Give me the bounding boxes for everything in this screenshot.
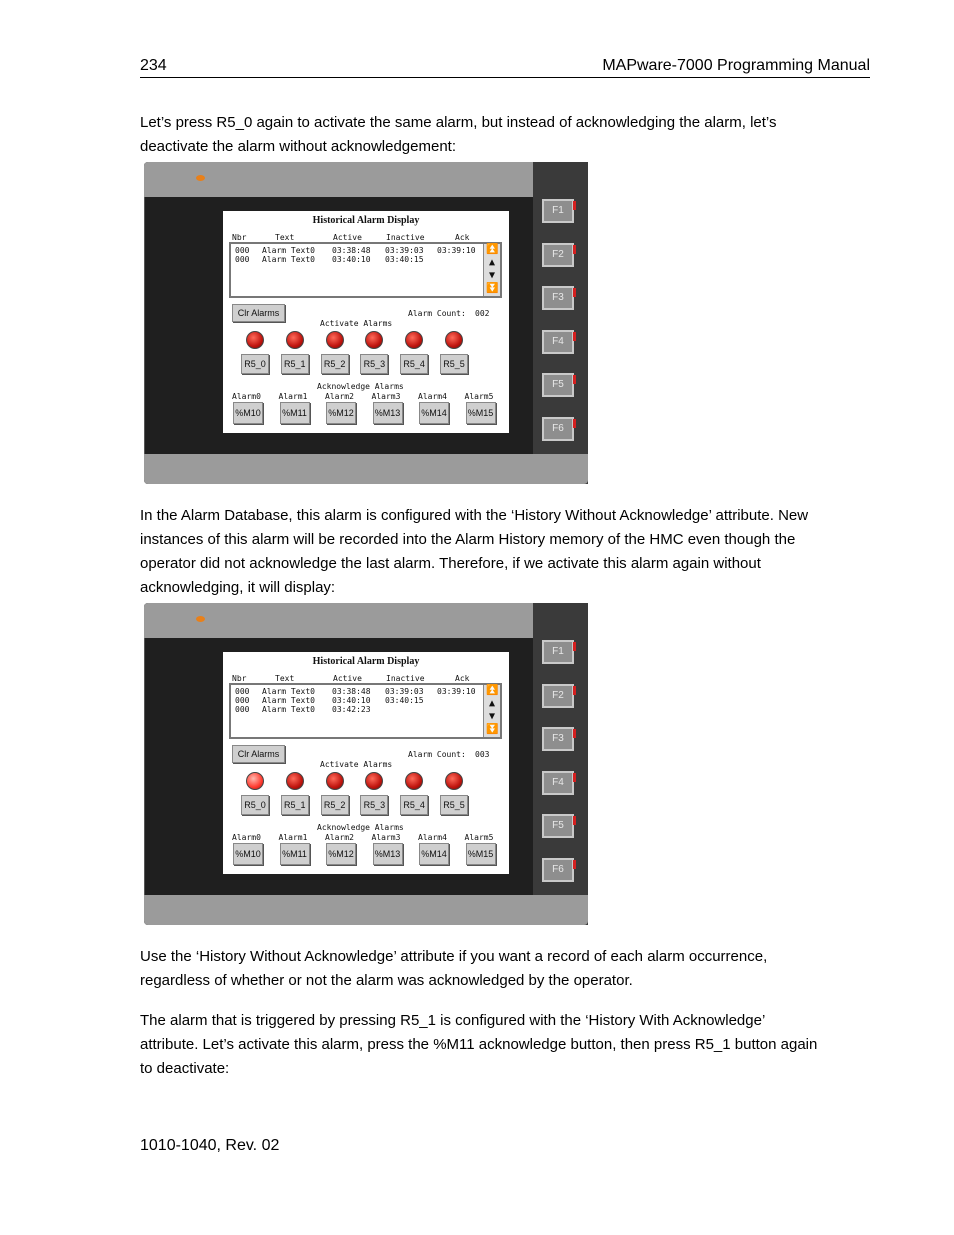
key-indicator-icon <box>573 686 576 695</box>
paragraph-4: The alarm that is triggered by pressing R5_1 is configured with the ‘History With Acknowledge’ attribute. Let’s activate this alarm, press the %M11 acknowledge button, then press R5_1 button again to deactivate: <box>140 1012 818 1077</box>
function-key-f4[interactable]: F4 <box>542 330 574 354</box>
column-header-active: Active <box>333 233 362 242</box>
row-text: Alarm Text0 <box>262 696 315 705</box>
key-indicator-icon <box>573 288 576 297</box>
ack-button-m10[interactable]: %M10 <box>233 402 263 424</box>
key-indicator-icon <box>573 201 576 210</box>
ack-button-m15[interactable]: %M15 <box>466 843 496 865</box>
ack-button-m12[interactable]: %M12 <box>326 843 356 865</box>
column-header-nbr: Nbr <box>232 233 247 242</box>
function-key-f6[interactable]: F6 <box>542 858 574 882</box>
row-inactive: 03:39:03 <box>385 687 424 696</box>
row-active: 03:38:48 <box>332 687 371 696</box>
alarm-lamp-icon <box>246 772 264 790</box>
page-up-icon[interactable]: ⏫ <box>486 244 499 255</box>
function-key-f5[interactable]: F5 <box>542 814 574 838</box>
activate-button-r5-3[interactable]: R5_3 <box>360 795 388 815</box>
alarm-label: Alarm5 <box>464 392 494 401</box>
activate-button-r5-4[interactable]: R5_4 <box>400 354 428 374</box>
ack-button-m13[interactable]: %M13 <box>373 402 403 424</box>
row-active: 03:40:10 <box>332 696 371 705</box>
alarm-label: Alarm3 <box>371 833 401 842</box>
column-header-ack: Ack <box>455 674 470 683</box>
row-nbr: 000 <box>235 696 250 705</box>
hmi-screen <box>223 211 509 433</box>
row-inactive: 03:39:03 <box>385 246 424 255</box>
acknowledge-alarms-label: Acknowledge Alarms <box>317 823 404 832</box>
column-header-active: Active <box>333 674 362 683</box>
up-icon[interactable]: ▲ <box>488 257 496 268</box>
alarm-lamp-icon <box>286 331 304 349</box>
column-header-inactive: Inactive <box>386 233 425 242</box>
key-indicator-icon <box>573 729 576 738</box>
up-icon[interactable]: ▲ <box>488 698 496 709</box>
activate-alarms-label: Activate Alarms <box>320 760 393 769</box>
paragraph-1: Let’s press R5_0 again to activate the same alarm, but instead of acknowledging the alarm, let’s deactivate the alarm without acknowledgement: <box>140 114 777 155</box>
alarm-count-label: Alarm Count: <box>408 309 466 318</box>
power-led <box>196 616 205 622</box>
activate-button-r5-0[interactable]: R5_0 <box>241 795 269 815</box>
alarm-label: Alarm3 <box>371 392 401 401</box>
activate-button-r5-0[interactable]: R5_0 <box>241 354 269 374</box>
alarm-lamp-icon <box>326 331 344 349</box>
key-indicator-icon <box>573 860 576 869</box>
function-key-f3[interactable]: F3 <box>542 286 574 310</box>
function-key-f2[interactable]: F2 <box>542 243 574 267</box>
display-title: Historical Alarm Display <box>312 215 420 226</box>
down-icon[interactable]: ▼ <box>488 711 496 722</box>
alarm-lamp-icon <box>405 331 423 349</box>
alarm-count-value: 003 <box>475 750 490 759</box>
paragraph-2: In the Alarm Database, this alarm is configured with the ‘History Without Acknowledge’ attribute. New instances of this alarm will be recorded into the Alarm History memory of the HMC even though the operator did not acknowledge the last alarm. Therefore, if we activate this alarm again without acknowledging, it will display: <box>140 507 809 596</box>
hmi-device-1 <box>144 162 588 484</box>
column-header-ack: Ack <box>455 233 470 242</box>
alarm-label: Alarm2 <box>325 392 354 401</box>
document-number: 1010-1040, Rev. 02 <box>140 1137 280 1154</box>
ack-button-m14[interactable]: %M14 <box>419 402 449 424</box>
row-active: 03:42:23 <box>332 705 371 714</box>
ack-button-m10[interactable]: %M10 <box>233 843 263 865</box>
alarm-lamp-icon <box>445 331 463 349</box>
page-down-icon[interactable]: ⏬ <box>486 283 499 294</box>
alarm-history-list[interactable] <box>229 683 502 739</box>
row-nbr: 000 <box>235 687 250 696</box>
page-number: 234 <box>140 57 167 74</box>
alarm-lamp-icon <box>286 772 304 790</box>
list-scrollbar[interactable] <box>483 244 500 296</box>
alarm-label: Alarm1 <box>278 833 308 842</box>
activate-button-r5-2[interactable]: R5_2 <box>321 354 349 374</box>
alarm-label: Alarm5 <box>464 833 494 842</box>
function-key-f6[interactable]: F6 <box>542 417 574 441</box>
key-indicator-icon <box>573 332 576 341</box>
key-indicator-icon <box>573 642 576 651</box>
row-text: Alarm Text0 <box>262 246 315 255</box>
device-top-bezel <box>144 603 588 638</box>
row-text: Alarm Text0 <box>262 687 315 696</box>
activate-button-r5-2[interactable]: R5_2 <box>321 795 349 815</box>
row-active: 03:40:10 <box>332 255 371 264</box>
activate-button-r5-3[interactable]: R5_3 <box>360 354 388 374</box>
row-nbr: 000 <box>235 246 250 255</box>
display-title: Historical Alarm Display <box>312 656 420 667</box>
ack-button-m13[interactable]: %M13 <box>373 843 403 865</box>
alarm-history-list[interactable] <box>229 242 502 298</box>
column-header-text: Text <box>275 674 295 683</box>
activate-button-r5-1[interactable]: R5_1 <box>281 795 309 815</box>
hmi-screen <box>223 652 509 874</box>
row-inactive: 03:40:15 <box>385 696 424 705</box>
alarm-count-label: Alarm Count: <box>408 750 466 759</box>
down-icon[interactable]: ▼ <box>488 270 496 281</box>
device-bottom-bezel <box>144 454 588 484</box>
clear-alarms-button[interactable]: Clr Alarms <box>232 745 285 763</box>
acknowledge-alarms-label: Acknowledge Alarms <box>317 382 404 391</box>
page-header <box>140 57 870 78</box>
row-ack: 03:39:10 <box>437 246 476 255</box>
function-key-f3[interactable]: F3 <box>542 727 574 751</box>
row-nbr: 000 <box>235 255 250 264</box>
device-bottom-bezel <box>144 895 588 925</box>
ack-button-m12[interactable]: %M12 <box>326 402 356 424</box>
alarm-lamp-icon <box>365 331 383 349</box>
ack-button-m15[interactable]: %M15 <box>466 402 496 424</box>
activate-button-r5-5[interactable]: R5_5 <box>440 795 468 815</box>
alarm-label: Alarm1 <box>278 392 308 401</box>
function-key-f1[interactable]: F1 <box>542 640 574 664</box>
key-indicator-icon <box>573 773 576 782</box>
row-active: 03:38:48 <box>332 246 371 255</box>
alarm-label: Alarm4 <box>418 833 447 842</box>
page-down-icon[interactable]: ⏬ <box>486 724 499 735</box>
alarm-label: Alarm0 <box>232 392 261 401</box>
activate-button-r5-4[interactable]: R5_4 <box>400 795 428 815</box>
column-header-nbr: Nbr <box>232 674 247 683</box>
function-key-f5[interactable]: F5 <box>542 373 574 397</box>
alarm-label: Alarm0 <box>232 833 261 842</box>
key-indicator-icon <box>573 419 576 428</box>
activate-button-r5-5[interactable]: R5_5 <box>440 354 468 374</box>
column-header-inactive: Inactive <box>386 674 425 683</box>
alarm-lamp-icon <box>326 772 344 790</box>
function-key-f4[interactable]: F4 <box>542 771 574 795</box>
power-led <box>196 175 205 181</box>
alarm-label: Alarm2 <box>325 833 354 842</box>
function-key-f2[interactable]: F2 <box>542 684 574 708</box>
hmi-device-2 <box>144 603 588 925</box>
paragraph-3: Use the ‘History Without Acknowledge’ attribute if you want a record of each alarm occurrence, regardless of whether or not the alarm was acknowledged by the operator. <box>140 948 768 989</box>
key-indicator-icon <box>573 375 576 384</box>
activate-alarms-label: Activate Alarms <box>320 319 393 328</box>
manual-title: MAPware-7000 Programming Manual <box>602 57 870 74</box>
row-text: Alarm Text0 <box>262 255 315 264</box>
function-key-f1[interactable]: F1 <box>542 199 574 223</box>
row-text: Alarm Text0 <box>262 705 315 714</box>
alarm-lamp-icon <box>365 772 383 790</box>
list-scrollbar[interactable] <box>483 685 500 737</box>
ack-button-m14[interactable]: %M14 <box>419 843 449 865</box>
alarm-lamp-icon <box>405 772 423 790</box>
alarm-count-value: 002 <box>475 309 490 318</box>
device-top-bezel <box>144 162 588 197</box>
clear-alarms-button[interactable]: Clr Alarms <box>232 304 285 322</box>
ack-button-m11[interactable]: %M11 <box>280 843 310 865</box>
alarm-lamp-icon <box>246 331 264 349</box>
alarm-label: Alarm4 <box>418 392 447 401</box>
key-indicator-icon <box>573 245 576 254</box>
key-indicator-icon <box>573 816 576 825</box>
page-up-icon[interactable]: ⏫ <box>486 685 499 696</box>
row-ack: 03:39:10 <box>437 687 476 696</box>
row-inactive: 03:40:15 <box>385 255 424 264</box>
alarm-lamp-icon <box>445 772 463 790</box>
column-header-text: Text <box>275 233 295 242</box>
row-nbr: 000 <box>235 705 250 714</box>
ack-button-m11[interactable]: %M11 <box>280 402 310 424</box>
activate-button-r5-1[interactable]: R5_1 <box>281 354 309 374</box>
